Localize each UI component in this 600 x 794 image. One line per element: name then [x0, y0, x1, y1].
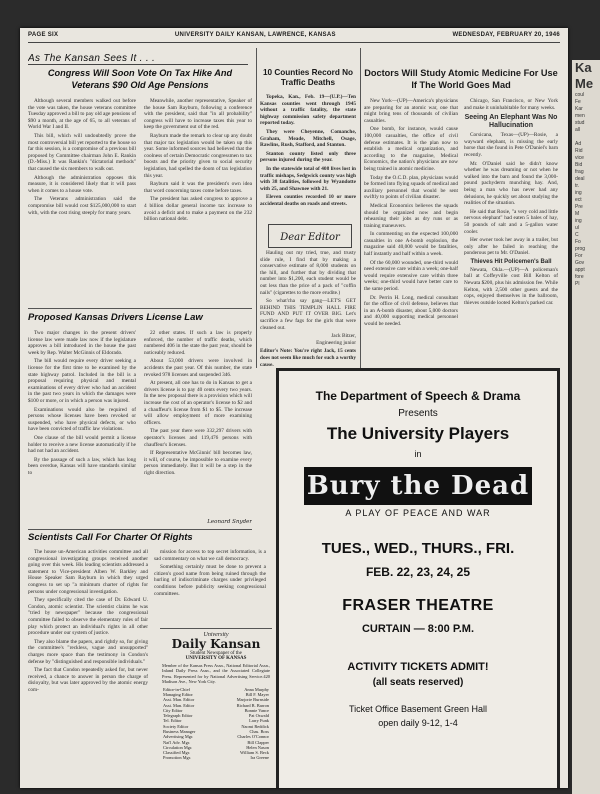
ad-dates: FEB. 22, 23, 24, 25 [365, 565, 471, 579]
editorial3-paragraph: They also blame the papers, and rightly so, for giving the committee's "reckless, vague and unsupported" charges more space than the testimony in Condon's defense by "distinguished and responsible individuals." [28, 638, 148, 665]
strip-fragment: Rid [575, 148, 583, 154]
editorial1-paragraph: Rayburn made the remark to clear up any doubt that major tax legislation would be taken up this year. Some informed sources had believed that the coolness of certain Democratic congressmen to tax boosts and the priority given to social security legislation, had spelled the doom of tax legislation this year. [144, 132, 252, 179]
staff-name: Marjorie Burnside [236, 697, 269, 703]
strip-fragment: coul [575, 92, 585, 98]
editorial1-paragraph: Rayburn said it was the president's own idea that word concerning taxes come before taxes. [144, 181, 252, 194]
folio-bar [28, 32, 560, 43]
staff-role: Managing Editor [163, 691, 193, 697]
strip-fragment: stud [575, 120, 585, 126]
staff-name: William S. Beck [240, 750, 269, 756]
editorial3-paragraph: Something certainly must be done to prevent a citizen's good name from being ruined through the hurling of indiscriminate charges under privileged conditions before publicity seeking congressional committees. [154, 564, 266, 597]
news2-sub-paragraph: Corsicana, Texas—(UP)—Rosie, a wayward elephant, is missing the early horse that she found in Pete O'Daniel's barn recently. [464, 132, 558, 158]
editorial2-paragraph: By the passage of such a law, which has long been overdue, Kansas will have standards similar to [28, 456, 136, 476]
letter-body [260, 250, 356, 366]
editorial2-paragraph: If Representative McGinnis' bill becomes law, it will, of course, be impossible to examine every person immediately. But it will be a step in the right direction. [144, 450, 252, 476]
news2-sub-paragraph: He said that Rosie, "a very cold and little nervous elephant" had eaten 5 bales of hay, 50 pounds of salt and a 5-gallon water cooler. [464, 208, 558, 235]
news1-headline: 10 Counties Record No Traffic Deaths [262, 68, 354, 87]
strip-fragment [572, 134, 600, 141]
staff-role: Advertising Mgr. [163, 734, 194, 740]
ad-hours: open daily 9-12, 1-4 [378, 718, 458, 728]
ad-line3: The University Players [326, 424, 510, 443]
ad-curtain: CURTAIN — 8:00 P.M. [361, 623, 475, 635]
news2-sub-paragraph: Her owner took her away in a trailer, but only after he failed in reaching the ponderous pet to Mr. O'Daniel. [464, 237, 558, 257]
staff-role: City Editor [163, 707, 183, 713]
folio-right: WEDNESDAY, FEBRUARY 20, 1946 [452, 32, 560, 38]
staff-role: Editor-in-Chief [163, 686, 190, 692]
ad-reserved: (all seats reserved) [372, 677, 464, 688]
staff-role: Telegraph Editor [163, 713, 193, 719]
editorial1-paragraph: This bill, which will undoubtedly prove the most controversial bill yet reported to the house so far this session, is a compromise of a previous bill proposed by Committee chairman John E. Rankin (D.-Miss.) It was Rankin's "dictatorial methods" that caused the six members to walk out. [28, 132, 136, 172]
masthead-line1: Student Newspaper of the [190, 651, 242, 656]
staff-name: Bill F. Mayer [245, 691, 269, 697]
masthead [160, 628, 272, 785]
ad-line4: in [414, 449, 422, 459]
strip-fragment: Pre [575, 204, 583, 210]
masthead-kicker: University [203, 632, 229, 638]
strip-fragment: Kar [575, 106, 583, 112]
masthead-line3: Member of the Kansas Press Assn., National Editorial Assn., Inland Daily Press Assn., and the Associated Collegiate Press. Represented for by National Advertising Service.420 Madison Ave., New York City. [162, 663, 270, 685]
staff-role: Circulation Mgr. [163, 744, 193, 750]
staff-role: Business Manager [163, 729, 196, 734]
strip-fragment: ul [575, 225, 579, 231]
staff-name: Bill Clapper [247, 739, 269, 745]
editorial1-col2 [144, 98, 252, 225]
strip-fragment: prog [575, 246, 586, 252]
editorial3-col2 [154, 549, 266, 625]
masthead-staff [163, 687, 269, 761]
strip-fragment: tr. [575, 183, 580, 189]
news2-paragraph: One bomb, for instance, would cause 100,000 casualties, the office of civil defense estimates. It is the plan now to establish a medical organization, and according to the magazine, Medical Economics, the nation's physicians are now being trained in atomic medicine. [364, 126, 458, 172]
strip-fragment: Me [575, 76, 594, 91]
news2-paragraph: In commenting on the expected 100,000 casualties in one A-bomb explosion, the magazine said 40,000 would be fatalities, half instantly and half within a week. [364, 231, 458, 258]
editorial2-signature: Leonard Snyder [207, 519, 252, 525]
letter-paragraph: Hauling out my tried, true, and trusty slide rule, I find that by making a conservative estimate of 8,000 students on the hill, and further that by dividing that number into $1,200, each student would be out less than the price of a pack of "coffin nails" (cigarettes to the more erudite.) [260, 250, 356, 296]
staff-name: Ira Greene [250, 755, 269, 761]
folio-center: UNIVERSITY DAILY KANSAN, LAWRENCE, KANSAS [174, 32, 336, 38]
strip-fragment: Pl [575, 281, 580, 287]
news2-paragraph: Medical Economics believes the squads should be organized now and begin rehearsing their jobs as dry runs or as training maneuvers. [364, 202, 458, 229]
news2-col1 [364, 98, 458, 366]
editor-note: Editor's Note: You're right Jack, 15 cents does not seem like much for such a worthy cause. [260, 348, 356, 366]
staff-name: Naomi Reddick [241, 723, 269, 729]
masthead-line2: UNIVERSITY OF KANSAS [185, 656, 247, 661]
editorial2-paragraph: The past year there were 332,297 drivers with operator's licenses and 119,476 persons with chauffeur's licenses. [144, 428, 252, 448]
editorial2-paragraph: Two major changes in the present drivers' license law were made law now if the legislature approves a bill introduced in the house the past week by Rep. Walter McGinnis of Eldorado. [28, 330, 136, 356]
news2-paragraph: Of the 60,000 wounded, one-third would need extensive care within a week; one-half would require extensive care within three weeks; one-third would have better care to the same period. [364, 259, 458, 293]
news1-body [260, 94, 356, 220]
strip-fragment: men [575, 113, 585, 119]
masthead-title: Daily Kansan [171, 637, 261, 651]
news2-paragraph: Today the O.C.D. plan, physicians would be formed into flying squads of medical and auxiliary personnel that would be sent swiftly to points of civilian disaster. [364, 174, 458, 201]
news2-sub2-paragraph: Newata, Okla.—(UP)—A policeman's ball at Coffeyville cost Bill Kelton of Newata $200, plus his admission fee. While Kelton, with 2,500 other guests and the cops, enjoyed themselves in the ballroom, thieves outside looted Kelton's parked car. [464, 266, 558, 306]
news1-paragraph: Eleven counties recorded 10 or more accidental deaths on roads and streets. [260, 194, 356, 207]
editorial2-paragraph: The bill would require every driver seeking a license for the first time to be examined by the state highway patrol. Included in the bill is a proposal requiring physical and mental examinations of every driver who had an accident in the past two years in which the damages were $100 or more, or in which a person was injured. [28, 358, 136, 404]
staff-name: Pat Oswald [248, 713, 269, 719]
staff-name: Anna Murphy [244, 686, 269, 692]
editorial2-paragraph: 22 other states. If such a law is properly enforced, the number of traffic deaths, which numbered 406 in the state the past year, should be noticeably reduced. [144, 330, 252, 356]
news2-headline: Doctors Will Study Atomic Medicine For Use If The World Goes Mad [364, 68, 558, 90]
adjacent-page-strip [572, 60, 600, 794]
staff-role: Tel. Editor [163, 718, 182, 724]
editorial3-headline: Scientists Call For Charter Of Rights [28, 532, 193, 543]
editorial2-paragraph: One clause of the bill would permit a license holder to receive a new license automatically if he had not had an accident. [28, 434, 136, 455]
folio-left: PAGE SIX [28, 32, 59, 38]
ad-days: TUES., WED., THURS., FRI. [321, 540, 515, 557]
strip-fragment: ing [575, 190, 582, 196]
news1-paragraph: Stanton county listed only three persons injured during the year. [260, 150, 356, 164]
editorial1-headline: Congress Will Soon Vote On Tax Hike And Veterans $90 Old Age Pensions [47, 68, 233, 90]
strip-fragment: C [575, 232, 579, 238]
staff-role: Society Editor [163, 723, 189, 729]
staff-role: Promotion Mgr. [163, 755, 192, 761]
ad-line1: The Department of Speech & Drama [315, 389, 521, 403]
news2-subheadline2: Thieves Hit Policemen's Ball [470, 258, 552, 265]
play-advertisement [276, 368, 560, 788]
strip-fragment: Fo [575, 239, 581, 245]
editorial1-paragraph: The Veterans administration said the compromise bill would cost $125,000,000 to start with, with the cost rising steeply for many years. [28, 196, 136, 216]
editorial1-paragraph: The president has asked congress to approve a 4 billion dollar general income tax increase to avoid a deficit and to make a payment on the 232 billion national debt. [144, 196, 252, 223]
news2-col2 [464, 98, 558, 366]
editorial1-paragraph: Although the administration opposes this measure, it is considered likely that it will pass when it comes to a house vote. [28, 174, 136, 194]
editorial3-col1 [28, 549, 148, 785]
editorial2-paragraph: At present, all one has to do in Kansas to get a drivers license is to pay 40 cents every two years. In the new proposal there is a provision which will increase the cost of an operator's license to $2 and a chauffeur's license from $1 to $5. The increase will allow employment of more examining officers. [144, 380, 252, 426]
editorial2-col2 [144, 330, 252, 478]
news1-paragraph: In the statewide total of 408 lives lost in traffic mishaps, Sedgwick county was high with 38 fatalities, followed by Wyandotte with 25, and Shawnee with 21. [260, 165, 356, 192]
strip-fragment: vice [575, 155, 584, 161]
staff-name: Chas. Boss [249, 729, 269, 734]
editorial2-paragraph: Examinations would also be required of persons whose licenses have been revoked or suspended, who have physical defects, or who have been convicted of traffic law violations. [28, 406, 136, 433]
editorial3-paragraph: The fact that Condon repeatedly asked for, but never received, a chance to answer in person the charge of disloyalty, but was later approved by the atomic energy com- [28, 667, 148, 693]
strip-fragment: Fe [575, 99, 581, 105]
editorial1-paragraph: Meanwhile, another representative, Speaker of the house Sam Rayburn, following a conference with the president, said that "in all probability" congress will have to increase taxes this year to keep the government out of the red. [144, 98, 252, 131]
editorial2-body [28, 330, 252, 528]
strip-fragment: Ka [575, 60, 592, 75]
editorial2-paragraph: About 53,000 drivers were involved in accidents the past year. Of this number, the state revoked 978 licenses and suspended 346. [144, 358, 252, 378]
news2-paragraph: Chicago, San Francisco, or New York and make it uninhabitable for many weeks. [464, 98, 558, 111]
column-head: As The Kansan Sees It . . . [28, 46, 248, 65]
ad-subtitle: A PLAY OF PEACE AND WAR [345, 508, 491, 518]
newspaper-page [20, 28, 568, 788]
letter-paragraph: So what'cha say gang—LET'S GET BEHIND THIS TEMPLIN HALL FIRE FUND AND PUT IT OVER BIG. Let's sacrifice a few fags for the girls that were cleaned out. [260, 298, 356, 331]
strip-fragment: For [575, 253, 583, 259]
strip-fragment: Bid [575, 162, 583, 168]
strip-fragment: appt [575, 267, 585, 273]
ad-ticket: Ticket Office Basement Green Hall [348, 704, 488, 714]
strip-fragment: ing [575, 218, 582, 224]
editorial1-col1 [28, 98, 136, 218]
strip-fragment: M [575, 211, 580, 217]
staff-name: Richard B. Barron [236, 702, 269, 708]
ad-line2: Presents [398, 408, 438, 419]
staff-name: Larry Funk [249, 718, 269, 724]
editorial1-body [28, 98, 252, 304]
editorial3-paragraph: They specifically cited the case of Dr. Edward U. Condon, atomic scientist. The scientist claims he was "tried by newspaper" because the congressional committee failed to observe the elementary rules of fair play which protect an individual's rights in all other procedure under our system of justice. [28, 597, 148, 637]
staff-role: Classified Mgr. [163, 750, 191, 756]
news1-paragraph: Topeka, Kan., Feb. 19—(U.P.)—Ten Kansas counties went through 1945 without a traffic fatality, the state highway commission safety department reported today. [260, 94, 356, 127]
ad-venue: FRASER THEATRE [342, 597, 494, 614]
letter-signature: Jack Bitzer, [331, 333, 356, 340]
staff-name: Charles O'Connor [237, 734, 269, 740]
news2-subheadline: Seeing An Elephant Was No Hallucination [464, 114, 558, 130]
news1-paragraph: They were Cheyenne, Comanche, Graham, Meade, Mitchell, Osage, Rawlins, Rush, Stafford, and Stanton. [260, 128, 356, 149]
letter-signature-title: Engineering junior [316, 339, 356, 346]
strip-fragment: all [575, 127, 581, 133]
editorial2-headline: Proposed Kansas Drivers License Law [28, 312, 203, 323]
staff-name: Bonnie Vance [244, 707, 269, 713]
strip-fragment: ect [575, 197, 582, 203]
staff-row [163, 755, 269, 760]
staff-name: Helen Nason [246, 744, 269, 750]
staff-role: Asst. Man. Editor [163, 702, 195, 708]
strip-fragment: Gov [575, 260, 585, 266]
strip-fragment: frag [575, 169, 584, 175]
news2-paragraph: Dr. Perrin H. Long, medical consultant for the office of civil defense, believes that in an A-bomb disaster, about 5,000 doctors and 40,000 supporting medical personnel would be needed. [364, 294, 458, 327]
strip-fragment: Ad [575, 141, 582, 147]
editorial1-paragraph: Although several members walked out before the vote was taken, the house veterans committee Tuesday approved a bill to pay old age pensions of $90 a month, at the age of 65, to all veterans of World War I and II. [28, 98, 136, 131]
ad-title-banner: Bury the Dead [304, 467, 532, 505]
strip-fragment: fore [575, 274, 584, 280]
editorial3-paragraph: The house un-American activities committee and all congressional investigating groups received another going over this week. His leading scientists addressed a statement to Vice-president Alben W. Barkley and House Speaker Sam Rayburn in which they urged congress to set up "a minimum charter of rights for persons under congressional investigation. [28, 549, 148, 595]
editorial3-paragraph: mission for access to top secret information, is a sad commentary on what we call democracy. [154, 549, 266, 562]
letter-heading: Dear Editor [268, 224, 352, 248]
news2-sub-paragraph: Mr. O'Daniel said he didn't know whether he was dreaming or not when he walked into the barn and found the 3,000-pound pachyderm munching hay. And, being a man who has never had any delusions, he quickly set about studying the realities of the situation. [464, 160, 558, 207]
staff-role: Asst. Man. Editor [163, 697, 195, 703]
editorial2-col1 [28, 330, 136, 478]
staff-role: Nat'l Adv. Mgr. [163, 739, 191, 745]
ad-action: ACTIVITY TICKETS ADMIT! [347, 661, 489, 673]
strip-fragment: deal [575, 176, 585, 182]
news2-paragraph: New York—(UP)—America's physicians are preparing for an atomic war, one that might bring tens of thousands of civilian casualties. [364, 98, 458, 124]
